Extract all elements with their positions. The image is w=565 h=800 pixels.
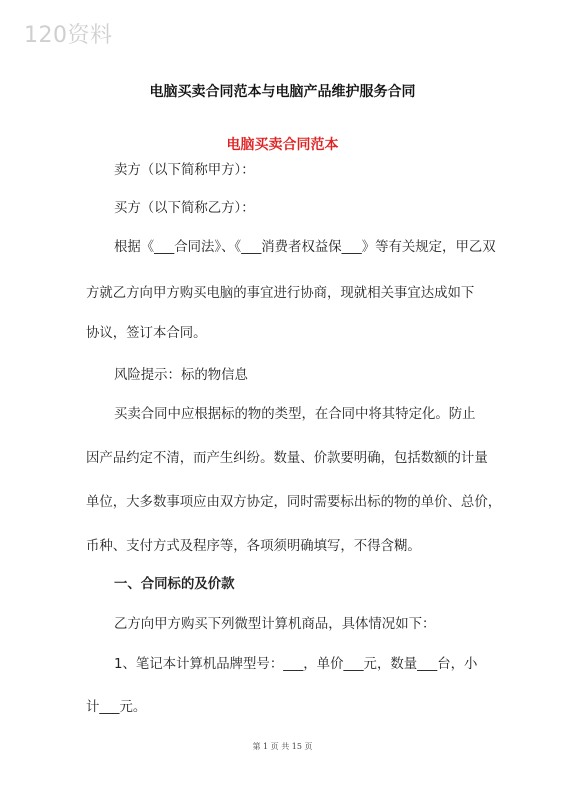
contract-subtitle: 电脑买卖合同范本 xyxy=(226,137,339,153)
basis-paragraph-line-3: 协议，签订本合同。 xyxy=(86,326,207,341)
risk-paragraph-line-1: 买卖合同中应根据标的物的类型，在合同中将其特定化。防止 xyxy=(114,407,476,422)
risk-paragraph-line-3: 单位，大多数事项应由双方协定，同时需要标出标的物的单价、总价， xyxy=(86,495,502,510)
section-1-intro: 乙方向甲方购买下列微型计算机商品，具体情况如下： xyxy=(114,617,436,632)
buyer-line: 买方（以下简称乙方）： xyxy=(114,201,255,216)
basis-paragraph-line-2: 方就乙方向甲方购买电脑的事宜进行协商，现就相关事宜达成如下 xyxy=(86,286,475,301)
section-1-heading: 一、合同标的及价款 xyxy=(114,577,235,592)
seller-line: 卖方（以下简称甲方）： xyxy=(114,163,255,178)
document-title: 电脑买卖合同范本与电脑产品维护服务合同 xyxy=(149,84,416,100)
item-1-line-2: 计___元。 xyxy=(86,700,147,715)
basis-paragraph-line-1: 根据《___合同法》、《___消费者权益保___》等有关规定，甲乙双 xyxy=(114,240,496,255)
risk-paragraph-line-4: 币种、支付方式及程序等，各项须明确填写，不得含糊。 xyxy=(86,539,421,554)
watermark: 120资料 xyxy=(24,23,113,48)
risk-tip-label: 风险提示：标的物信息 xyxy=(114,368,248,383)
page-footer: 第 1 页 共 15 页 xyxy=(252,742,313,751)
risk-paragraph-line-2: 因产品约定不清，而产生纠纷。数量、价款要明确，包括数额的计量 xyxy=(86,451,488,466)
item-1-line-1: 1、笔记本计算机品牌型号：___，单价___元，数量___台，小 xyxy=(114,657,478,672)
